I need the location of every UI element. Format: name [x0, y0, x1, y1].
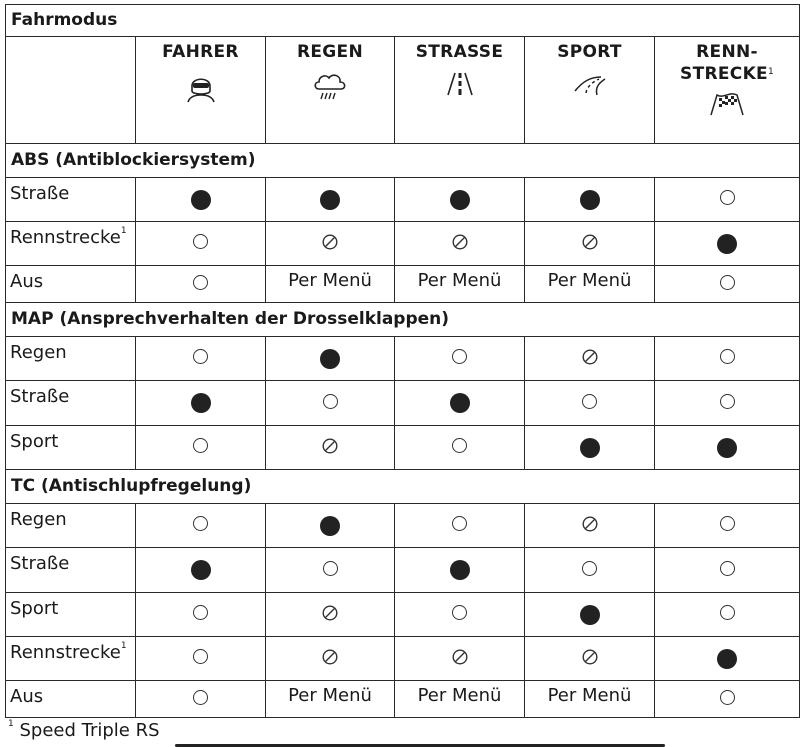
setting-cell	[655, 381, 800, 426]
empty-circle-icon	[582, 561, 597, 576]
mode-header-0	[136, 37, 266, 144]
filled-circle-icon	[191, 190, 211, 210]
mode-header-1	[266, 37, 395, 144]
mode-name: RENN- STRECKE$^1$	[680, 42, 774, 84]
table-title: Fahrmodus	[6, 5, 800, 37]
setting-cell	[655, 178, 800, 222]
setting-cell	[395, 337, 525, 381]
menu-setting-text: Per Menü	[417, 684, 502, 706]
empty-circle-icon	[193, 275, 208, 290]
filled-circle-icon	[580, 190, 600, 210]
setting-cell	[395, 222, 525, 266]
rain-cloud-icon	[266, 69, 394, 106]
empty-circle-icon	[193, 234, 208, 249]
table-row	[6, 504, 800, 548]
setting-cell	[525, 426, 655, 470]
setting-cell	[655, 637, 800, 681]
table-row	[6, 548, 800, 593]
setting-cell	[266, 637, 395, 681]
empty-circle-icon	[452, 516, 467, 531]
empty-circle-icon	[452, 438, 467, 453]
setting-cell	[266, 426, 395, 470]
slashed-circle-icon	[322, 649, 338, 665]
slashed-circle-icon	[582, 516, 598, 532]
filled-circle-icon	[580, 605, 600, 625]
menu-setting-text: Per Menü	[288, 269, 372, 291]
curvy-road-icon	[525, 69, 654, 104]
setting-cell	[655, 426, 800, 470]
mode-header-2	[395, 37, 525, 144]
row-footnote-marker: 1	[120, 226, 127, 236]
filled-circle-icon	[717, 438, 737, 458]
mode-name: SPORT	[557, 42, 622, 62]
filled-circle-icon	[450, 190, 470, 210]
setting-cell	[525, 637, 655, 681]
table-row	[6, 681, 800, 718]
empty-circle-icon	[720, 190, 735, 205]
filled-circle-icon	[717, 234, 737, 254]
setting-cell	[395, 426, 525, 470]
mode-name: STRASSE	[415, 42, 504, 62]
setting-cell	[655, 337, 800, 381]
slashed-circle-icon	[322, 234, 338, 250]
table-row	[6, 178, 800, 222]
setting-cell	[525, 178, 655, 222]
slashed-circle-icon	[452, 234, 468, 250]
menu-setting-text: Per Menü	[288, 684, 372, 706]
table-row	[6, 426, 800, 470]
setting-cell	[655, 504, 800, 548]
filled-circle-icon	[450, 560, 470, 580]
setting-cell	[395, 266, 525, 303]
section-header-row	[6, 470, 800, 504]
row-label: Aus	[6, 266, 136, 303]
empty-circle-icon	[323, 394, 338, 409]
filled-circle-icon	[320, 516, 340, 536]
mode-name: REGEN	[297, 42, 363, 62]
setting-cell	[525, 381, 655, 426]
row-label: Rennstrecke$^1$	[6, 222, 136, 266]
setting-cell	[655, 266, 800, 303]
setting-cell	[395, 637, 525, 681]
setting-cell	[136, 593, 266, 637]
section-title: TC (Antischlupfregelung)	[6, 470, 800, 504]
empty-circle-icon	[193, 438, 208, 453]
setting-cell	[266, 381, 395, 426]
setting-cell	[655, 681, 800, 718]
setting-cell	[136, 637, 266, 681]
slashed-circle-icon	[452, 649, 468, 665]
empty-circle-icon	[193, 349, 208, 364]
row-label: Regen	[6, 504, 136, 548]
drive-mode-table	[5, 4, 800, 718]
empty-circle-icon	[193, 516, 208, 531]
setting-cell	[525, 266, 655, 303]
empty-circle-icon	[193, 690, 208, 705]
setting-cell	[525, 548, 655, 593]
empty-circle-icon	[720, 394, 735, 409]
setting-cell	[395, 504, 525, 548]
header-empty-cell	[6, 37, 136, 144]
slashed-circle-icon	[582, 234, 598, 250]
mode-header-3	[525, 37, 655, 144]
menu-setting-text: Per Menü	[417, 269, 502, 291]
setting-cell	[525, 337, 655, 381]
setting-cell	[136, 381, 266, 426]
empty-circle-icon	[720, 349, 735, 364]
empty-circle-icon	[582, 394, 597, 409]
table-row	[6, 593, 800, 637]
empty-circle-icon	[720, 561, 735, 576]
setting-cell	[525, 222, 655, 266]
empty-circle-icon	[323, 561, 338, 576]
row-label: Straße	[6, 548, 136, 593]
section-title: MAP (Ansprechverhalten der Drosselklappen)	[6, 303, 800, 337]
row-label: Straße	[6, 381, 136, 426]
setting-cell	[266, 681, 395, 718]
setting-cell	[655, 593, 800, 637]
setting-cell	[395, 178, 525, 222]
menu-setting-text: Per Menü	[547, 269, 632, 291]
table-row	[6, 337, 800, 381]
setting-cell	[266, 222, 395, 266]
footnote-marker: 1	[8, 719, 14, 729]
mode-header-row	[6, 37, 800, 144]
setting-cell	[266, 266, 395, 303]
footnote	[8, 720, 160, 741]
menu-setting-text: Per Menü	[547, 684, 632, 706]
setting-cell	[266, 178, 395, 222]
section-header-row	[6, 144, 800, 178]
mode-name: FAHRER	[162, 42, 239, 62]
setting-cell	[395, 593, 525, 637]
slashed-circle-icon	[322, 605, 338, 621]
table-row	[6, 222, 800, 266]
setting-cell	[136, 266, 266, 303]
slashed-circle-icon	[582, 649, 598, 665]
empty-circle-icon	[193, 649, 208, 664]
setting-cell	[136, 426, 266, 470]
setting-cell	[525, 681, 655, 718]
empty-circle-icon	[720, 605, 735, 620]
table-row	[6, 266, 800, 303]
slashed-circle-icon	[322, 438, 338, 454]
row-label: Sport	[6, 593, 136, 637]
empty-circle-icon	[452, 349, 467, 364]
road-icon	[395, 69, 524, 104]
setting-cell	[266, 504, 395, 548]
setting-cell	[136, 681, 266, 718]
empty-circle-icon	[720, 516, 735, 531]
filled-circle-icon	[320, 190, 340, 210]
mode-footnote-marker: 1	[767, 67, 774, 77]
filled-circle-icon	[580, 438, 600, 458]
table-row	[6, 637, 800, 681]
row-label: Sport	[6, 426, 136, 470]
empty-circle-icon	[193, 605, 208, 620]
section-title: ABS (Antiblockiersystem)	[6, 144, 800, 178]
setting-cell	[136, 337, 266, 381]
setting-cell	[655, 548, 800, 593]
filled-circle-icon	[191, 560, 211, 580]
slashed-circle-icon	[582, 349, 598, 365]
rider-helmet-icon	[136, 69, 265, 108]
row-label: Aus	[6, 681, 136, 718]
filled-circle-icon	[717, 649, 737, 669]
empty-circle-icon	[720, 690, 735, 705]
setting-cell	[525, 504, 655, 548]
row-label: Rennstrecke$^1$	[6, 637, 136, 681]
row-label: Regen	[6, 337, 136, 381]
filled-circle-icon	[450, 393, 470, 413]
checkered-flag-icon	[655, 89, 799, 122]
setting-cell	[136, 548, 266, 593]
empty-circle-icon	[720, 275, 735, 290]
table-row	[6, 381, 800, 426]
section-header-row	[6, 303, 800, 337]
setting-cell	[395, 681, 525, 718]
setting-cell	[395, 381, 525, 426]
filled-circle-icon	[320, 349, 340, 369]
mode-header-4	[655, 37, 800, 144]
setting-cell	[266, 593, 395, 637]
row-label: Straße	[6, 178, 136, 222]
setting-cell	[136, 504, 266, 548]
setting-cell	[525, 593, 655, 637]
setting-cell	[136, 178, 266, 222]
setting-cell	[266, 548, 395, 593]
setting-cell	[395, 548, 525, 593]
footnote-text: Speed Triple RS	[19, 720, 160, 741]
filled-circle-icon	[191, 393, 211, 413]
row-footnote-marker: 1	[120, 641, 127, 651]
setting-cell	[136, 222, 266, 266]
empty-circle-icon	[452, 605, 467, 620]
setting-cell	[266, 337, 395, 381]
setting-cell	[655, 222, 800, 266]
